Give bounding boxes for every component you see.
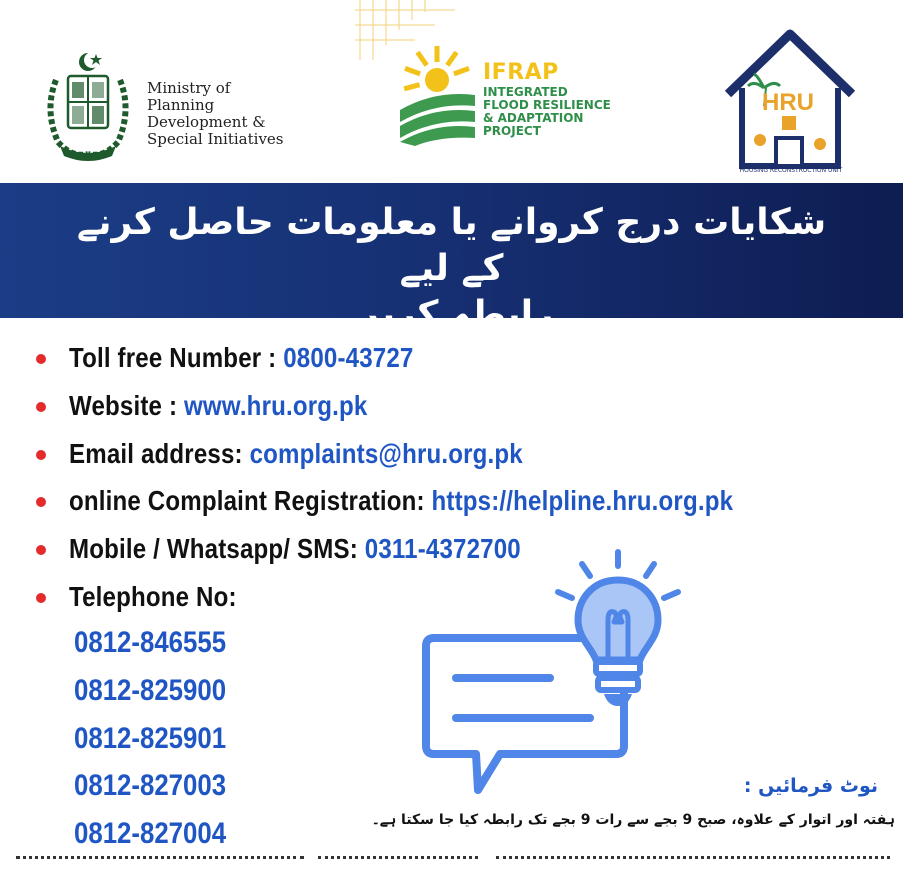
contact-label: Website : — [69, 390, 185, 421]
bullet-icon — [36, 545, 46, 555]
ifrap-line: INTEGRATED — [483, 85, 568, 99]
divider — [318, 856, 478, 859]
contact-label: Telephone No: — [69, 581, 237, 612]
ifrap-line: PROJECT — [483, 124, 541, 138]
banner-title-line-2: رابطہ کریں — [349, 294, 554, 335]
hru-mark: HRU — [762, 89, 814, 116]
contact-label: Mobile / Whatsapp/ SMS: — [69, 533, 365, 564]
ministry-name — [147, 80, 307, 148]
pakistan-emblem-icon — [38, 50, 138, 165]
note-body: ہفتہ اور اتوار کے علاوہ، صبح 9 بجے سے رات 9 بجے تک رابطہ کیا جا سکتا ہے۔ — [371, 812, 895, 828]
banner-title-line-1: شکایات درج کروانے یا معلومات حاصل کرنے کے لیے — [76, 202, 827, 289]
banner-title — [60, 200, 843, 338]
ministry-line: Planning — [147, 96, 215, 114]
telephone-number[interactable]: 0812-827004 — [74, 817, 227, 850]
telephone-number[interactable]: 0812-827003 — [74, 769, 227, 802]
website-link[interactable]: www.hru.org.pk — [184, 390, 368, 421]
ifrap-logo-icon — [355, 0, 485, 150]
contact-label: Email address: — [69, 438, 250, 469]
telephone-number[interactable]: 0812-825901 — [74, 722, 227, 755]
bullet-icon — [36, 497, 46, 507]
note-title: نوٹ فرمائیں : — [743, 775, 878, 797]
lightbulb-icon — [548, 546, 688, 716]
bullet-icon — [36, 593, 46, 603]
ifrap-line: & ADAPTATION — [483, 111, 584, 125]
mobile-number[interactable]: 0311-4372700 — [364, 533, 521, 564]
bullet-icon — [36, 450, 46, 460]
ministry-line: Special Initiatives — [147, 130, 284, 148]
bullet-icon — [36, 402, 46, 412]
ministry-line: Ministry of — [147, 79, 231, 97]
telephone-number[interactable]: 0812-825900 — [74, 674, 227, 707]
email-link[interactable]: complaints@hru.org.pk — [249, 438, 523, 469]
bullet-icon — [36, 354, 46, 364]
helpline-link[interactable]: https://helpline.hru.org.pk — [431, 485, 734, 516]
ifrap-full-name — [483, 86, 613, 138]
hru-house-logo-icon — [724, 28, 856, 170]
contact-label: Toll free Number : — [69, 342, 284, 373]
ministry-line: Development & — [147, 113, 266, 131]
contact-item — [69, 386, 367, 426]
contact-item — [69, 338, 413, 378]
contact-label: online Complaint Registration: — [69, 485, 432, 516]
hru-caption: HOUSING RECONSTRUCTION UNIT — [739, 167, 843, 174]
divider — [16, 856, 304, 859]
telephone-number[interactable]: 0812-846555 — [74, 626, 227, 659]
contact-item — [69, 434, 523, 474]
contact-item — [69, 481, 733, 521]
ifrap-acronym: IFRAP — [483, 60, 559, 85]
ifrap-line: FLOOD RESILIENCE — [483, 98, 611, 112]
contact-item — [69, 529, 521, 569]
toll-free-number[interactable]: 0800-43727 — [283, 342, 414, 373]
divider — [496, 856, 890, 859]
